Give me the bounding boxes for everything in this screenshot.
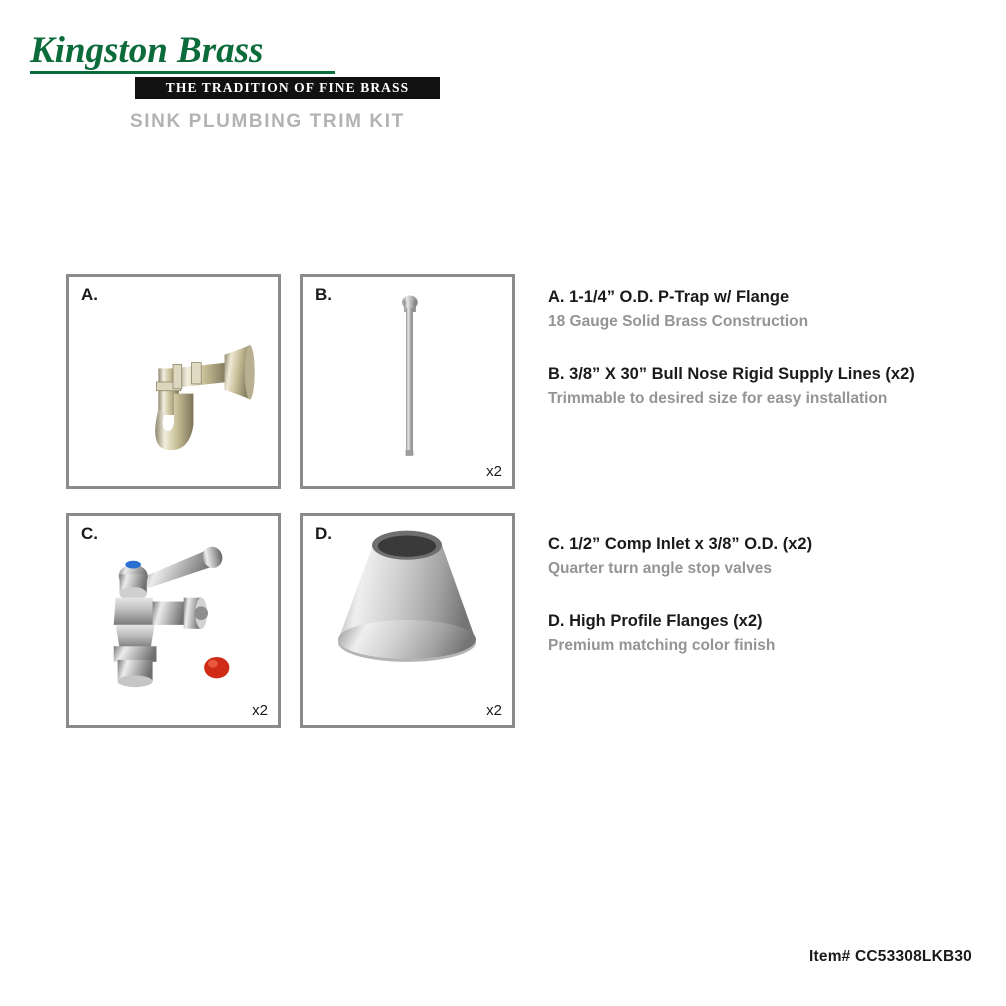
spec-sub-c: Quarter turn angle stop valves [548, 560, 772, 578]
brand-tagline: THE TRADITION OF FINE BRASS [165, 80, 410, 95]
spec-head-a: A. 1-1/4” O.D. P-Trap w/ Flange [548, 288, 790, 306]
spec-head-c: C. 1/2” Comp Inlet x 3/8” O.D. (x2) [548, 535, 813, 553]
product-image-panel-d [300, 513, 515, 728]
spec-item-c [548, 533, 968, 580]
page-title: SINK PLUMBING TRIM KIT [130, 111, 405, 132]
brand-header [30, 32, 460, 133]
brand-underline [30, 71, 335, 74]
spec-sub-b: Trimmable to desired size for easy installation [548, 390, 888, 408]
panel-qty-b: x2 [486, 463, 502, 480]
spec-head-d: D. High Profile Flanges (x2) [548, 612, 763, 630]
product-image-panel-b [300, 274, 515, 489]
spec-item-a [548, 286, 968, 333]
spec-sub-a: 18 Gauge Solid Brass Construction [548, 313, 809, 331]
spec-sub-d: Premium matching color finish [548, 637, 776, 655]
spec-item-b [548, 363, 968, 410]
rigid-supply-line-image [303, 277, 512, 486]
panel-letter-a: A. [81, 285, 98, 304]
brand-tagline-bar [135, 77, 440, 99]
panel-letter-c: C. [81, 524, 98, 543]
panel-letter-b: B. [315, 285, 332, 304]
spec-item-d [548, 610, 968, 657]
panel-qty-c: x2 [252, 702, 268, 719]
product-image-panel-c [66, 513, 281, 728]
panel-letter-d: D. [315, 524, 332, 543]
product-image-panel-a [66, 274, 281, 489]
angle-stop-valve-image [69, 516, 278, 725]
p-trap-with-flange-image [69, 277, 278, 486]
spec-head-b: B. 3/8” X 30” Bull Nose Rigid Supply Lines (x2) [548, 365, 915, 383]
panel-qty-d: x2 [486, 702, 502, 719]
high-profile-flange-image [303, 516, 512, 725]
item-number: Item# CC53308LKB30 [809, 948, 972, 965]
brand-name: Kingston Brass [30, 30, 264, 71]
